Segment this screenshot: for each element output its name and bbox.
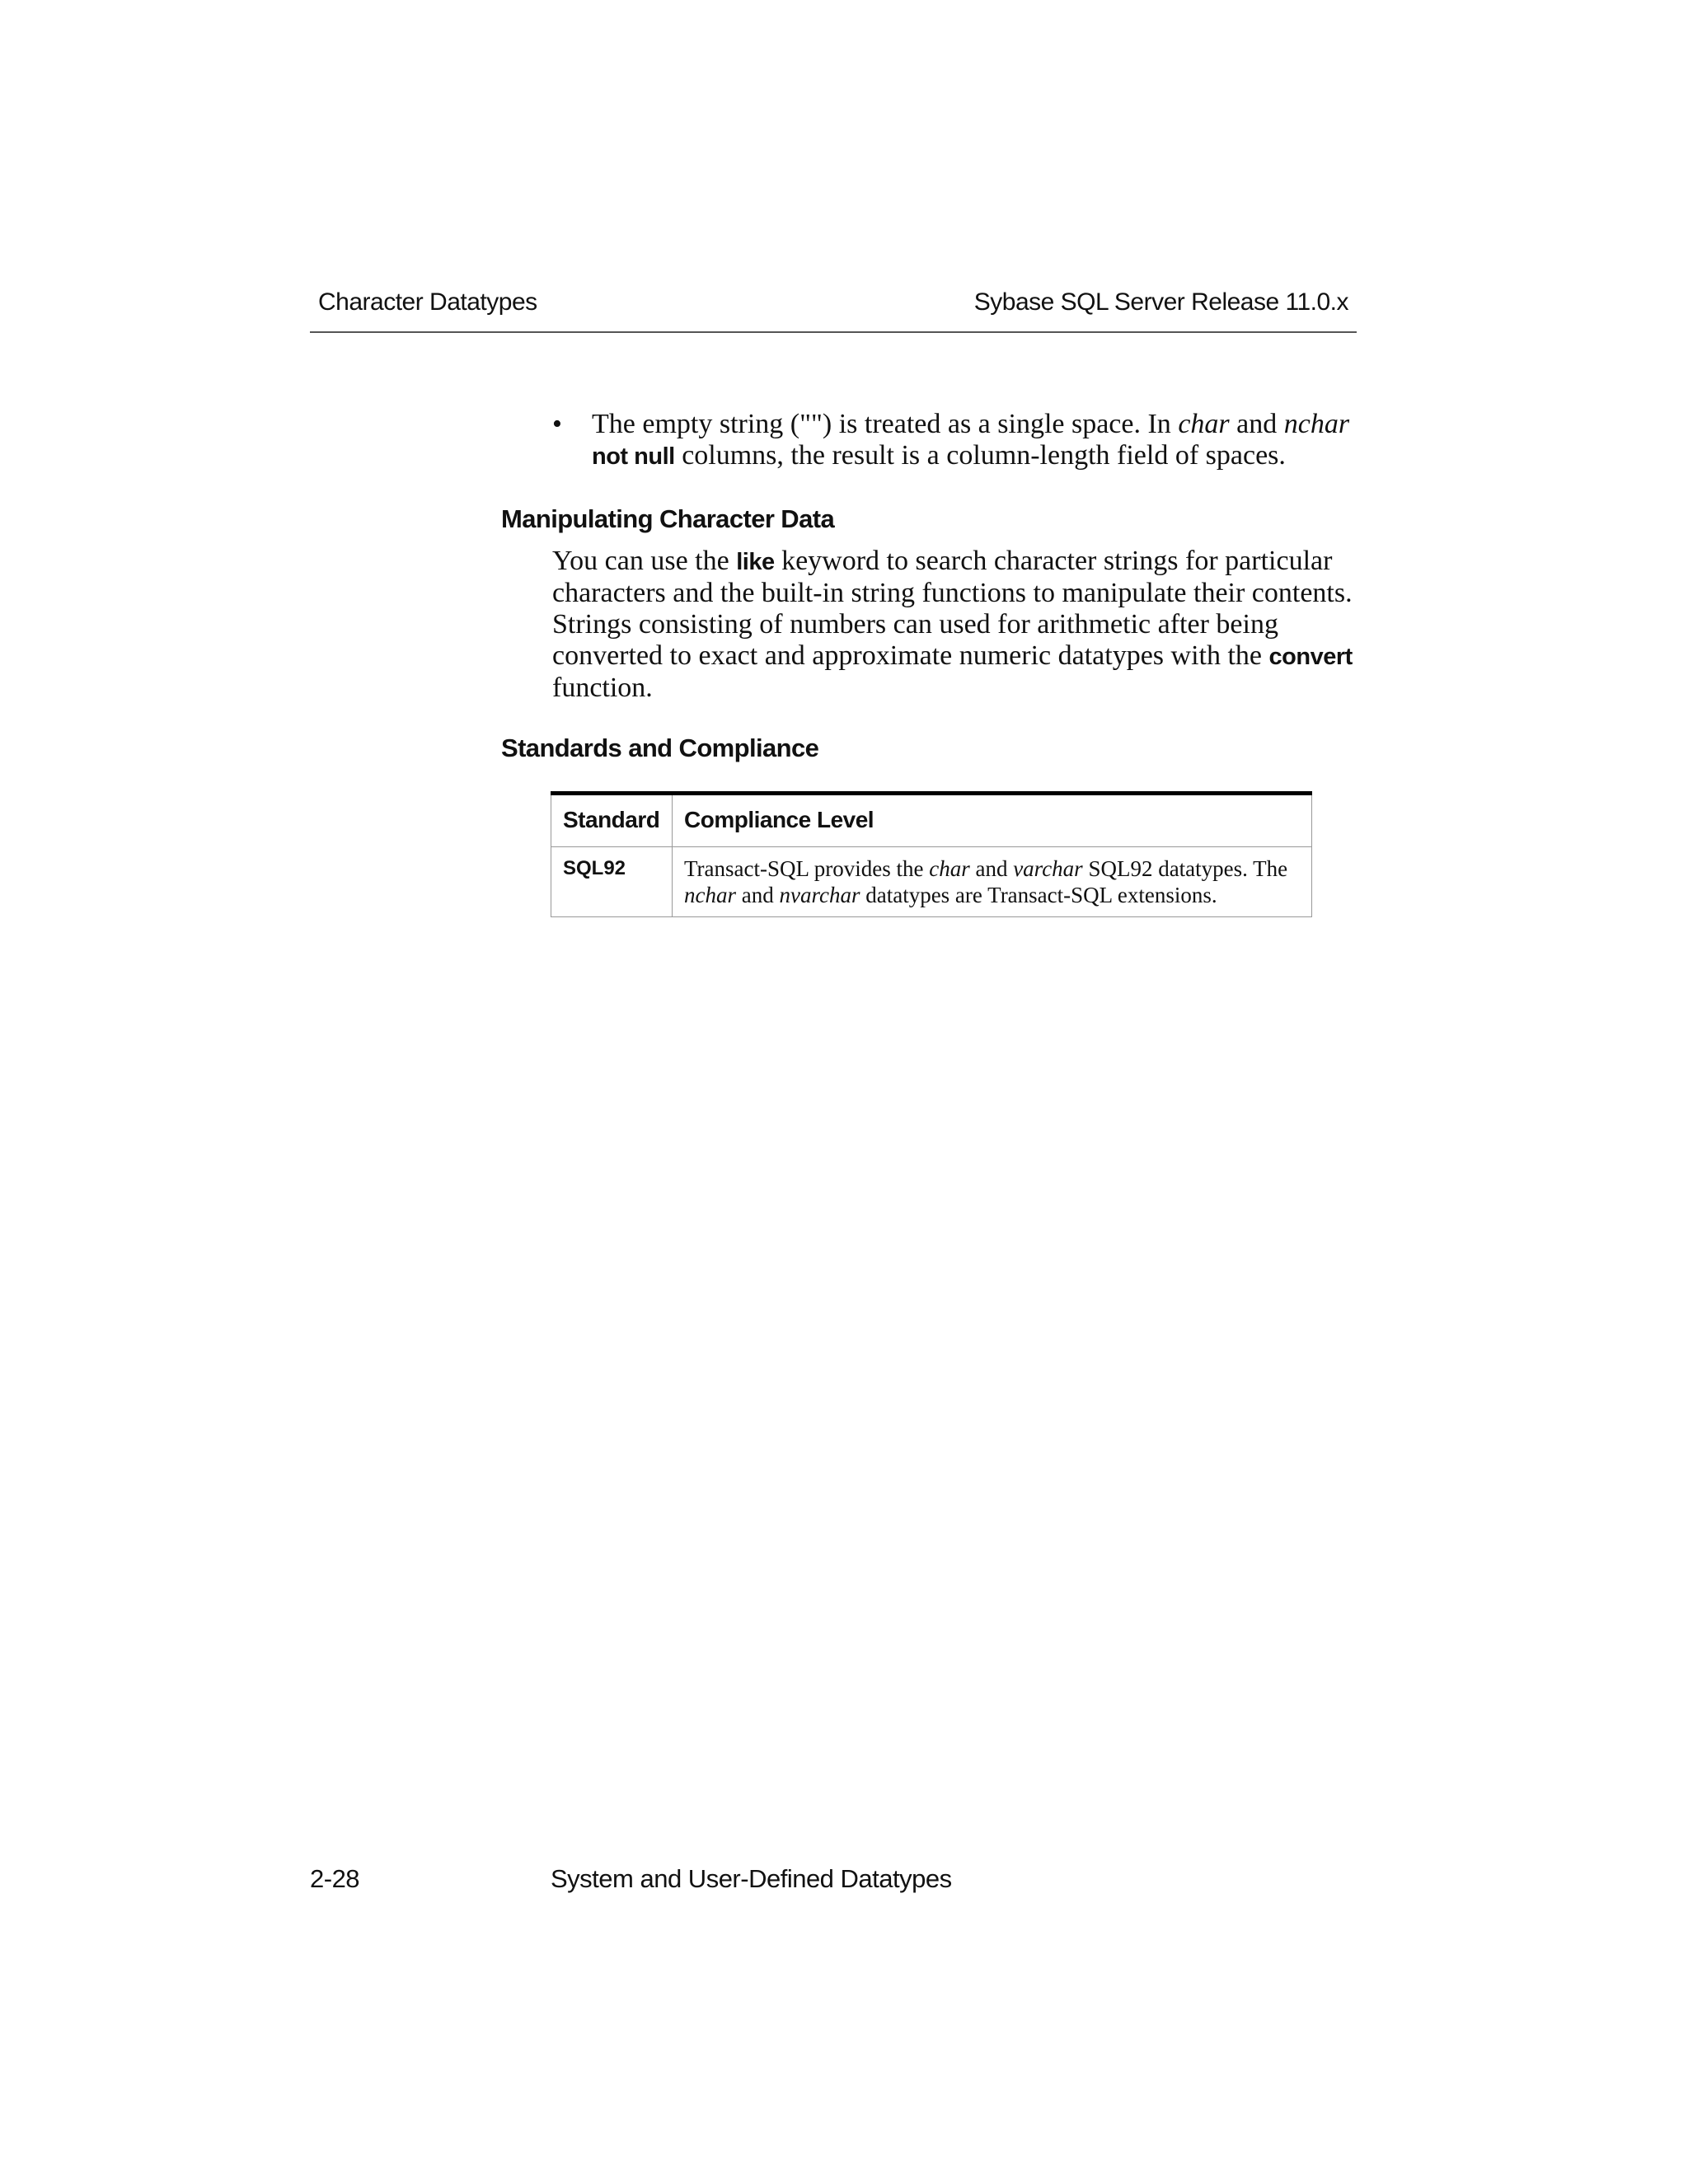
cell-compliance: Transact-SQL provides the char and varchar SQL92 datatypes. The nchar and nvarchar datatypes are Transact-SQL extensions. bbox=[673, 847, 1312, 917]
column-header-standard: Standard bbox=[551, 794, 673, 847]
column-header-compliance: Compliance Level bbox=[673, 794, 1312, 847]
header-section-title: Character Datatypes bbox=[318, 288, 537, 316]
compliance-table bbox=[551, 791, 1312, 917]
keyword-convert: convert bbox=[1268, 644, 1353, 670]
heading-standards: Standards and Compliance bbox=[501, 733, 819, 762]
running-header bbox=[310, 288, 1357, 333]
header-book-title: Sybase SQL Server Release 11.0.x bbox=[973, 288, 1348, 316]
bullet-marker: • bbox=[552, 409, 562, 439]
cell-standard: SQL92 bbox=[551, 847, 673, 917]
heading-manipulating: Manipulating Character Data bbox=[501, 504, 835, 533]
table-row bbox=[551, 847, 1312, 917]
bullet-paragraph: The empty string ("") is treated as a single space. In char and nchar not null columns, the result is a column-length field of spaces. bbox=[592, 409, 1350, 471]
footer-chapter-title: System and User-Defined Datatypes bbox=[551, 1864, 952, 1893]
table-header-row bbox=[551, 794, 1312, 847]
manipulating-paragraph: You can use the like keyword to search character strings for particular characters and the built-in string functions to manipulate their contents. Strings consisting of numbers can used for arithmetic after being converted to exact and approximate numeric datatypes with the convert function. bbox=[552, 546, 1353, 703]
footer-page-number: 2-28 bbox=[310, 1864, 360, 1893]
keyword-like: like bbox=[736, 549, 775, 575]
keyword-not-null: not null bbox=[592, 443, 675, 470]
